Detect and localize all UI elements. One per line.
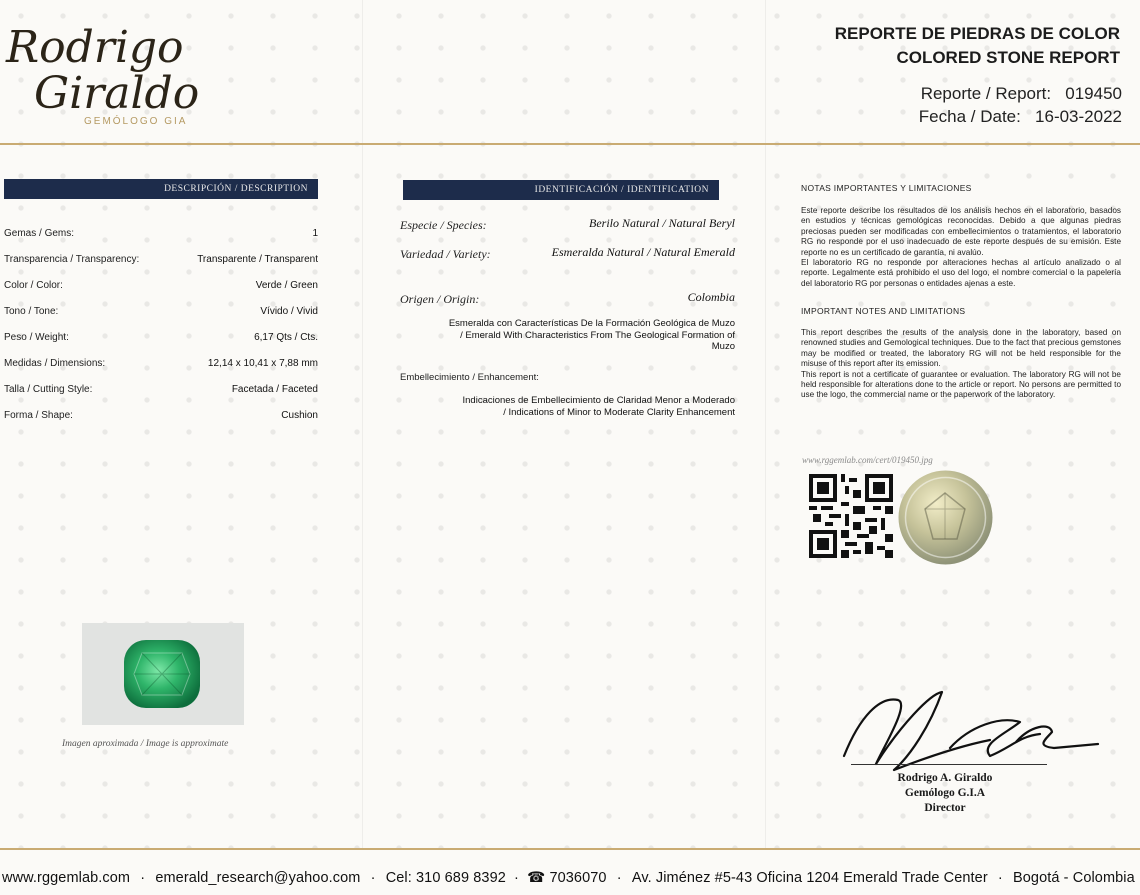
signer-role: Director — [924, 802, 966, 814]
enhancement-value: Indicaciones de Embellecimiento de Claridad Menor a Moderado / Indications of Minor to Moderate Clarity Enhancement — [462, 395, 735, 418]
signer-title: Gemólogo G.I.A — [904, 787, 986, 799]
desc-row-weight: Peso / Weight: 6,17 Qts / Cts. — [4, 332, 318, 343]
qr-code-icon — [809, 474, 893, 558]
footer-address: Av. Jiménez #5-43 Oficina 1204 Emerald Trade Center — [631, 870, 988, 886]
logo-line1: Rodrigo — [6, 22, 184, 73]
fold-line-left — [362, 0, 363, 850]
desc-row-dimensions: Medidas / Dimensions: 12,14 x 10,41 x 7,88 mm — [4, 358, 318, 369]
logo-line2: Giraldo — [34, 68, 200, 119]
identification-band: IDENTIFICACIÓN / IDENTIFICATION — [403, 180, 719, 200]
report-number-row — [921, 84, 1122, 104]
origin-label: Origen / Origin: — [400, 292, 480, 306]
gemstone-photo — [82, 623, 244, 725]
signature-mark — [840, 686, 1100, 776]
report-title-en: COLORED STONE REPORT — [896, 48, 1120, 67]
logo-subtitle: GEMÓLOGO GIA — [84, 116, 188, 127]
report-number-label: Reporte / Report: — [920, 84, 1052, 103]
footer-gold-rule — [0, 848, 1140, 850]
footer-city: Bogotá - Colombia — [1013, 870, 1135, 886]
species-value: Berilo Natural / Natural Beryl — [589, 216, 735, 230]
origin-value: Colombia — [687, 290, 735, 304]
footer-website[interactable]: www.rggemlab.com — [2, 870, 131, 886]
footer-cel: Cel: 310 689 8392 — [385, 870, 506, 886]
image-caption: Imagen aproximada / Image is approximate — [62, 739, 229, 749]
species-label: Especie / Species: — [400, 218, 487, 232]
desc-row-transparency: Transparencia / Transparency: Transparente / Transparent — [4, 254, 318, 265]
origin-note: Esmeralda con Características De la Formación Geológica de Muzo / Emerald With Characteristics From The Geological Formation of Muzo — [448, 318, 735, 352]
report-title-es: REPORTE DE PIEDRAS DE COLOR — [834, 24, 1120, 43]
hologram-seal-icon — [897, 469, 994, 566]
emerald-image — [82, 623, 244, 725]
fold-line-right — [765, 0, 766, 850]
footer-contact-row: www.rggemlab.com · emerald_research@yahoo.com · Cel: 310 689 8392 · ☎ 7036070 · Av. Jiménez #5-43 Oficina 1204 Emerald Trade Center · Bogotá - Colombia — [2, 870, 1135, 886]
report-number: 019450 — [1065, 84, 1122, 103]
signer-name: Rodrigo A. Giraldo — [897, 772, 993, 784]
desc-row-shape: Forma / Shape: Cushion — [4, 410, 318, 421]
notes-heading-en: IMPORTANT NOTES AND LIMITATIONS — [801, 306, 966, 316]
footer-phone: 7036070 — [549, 870, 607, 886]
desc-row-cutting: Talla / Cutting Style: Facetada / Faceted — [4, 384, 318, 395]
report-date: 16-03-2022 — [1035, 107, 1122, 126]
report-date-label: Fecha / Date: — [918, 107, 1021, 126]
phone-icon: ☎ — [527, 870, 546, 886]
notes-heading-es: NOTAS IMPORTANTES Y LIMITACIONES — [801, 183, 972, 193]
variety-value: Esmeralda Natural / Natural Emerald — [551, 245, 735, 259]
notes-text-es: Este reporte describe los resultados de los análisis hechos en el laboratorio, basados en estudios y técnicas gemológicas reconocidas. Debido a que algunas piedras preciosas pueden ser modificadas con embellecimientos o tratamientos, el laboratorio RG no responde por el uso inadecuado de este reporte después de su emisión. Este reporte no es un certificado de garantía, ni avalúo. El laboratorio RG no responde por alteraciones hechas al artículo analizado o al reporte. Legalmente está prohibido el uso del logo, el nombre comercial o la papelería del laboratorio RG por personas o entidades ajenas a este. — [801, 206, 1121, 288]
desc-row-tone: Tono / Tone: Vívido / Vivid — [4, 306, 318, 317]
certificate-url[interactable]: www.rggemlab.com/cert/019450.jpg — [802, 455, 933, 465]
variety-label: Variedad / Variety: — [400, 247, 491, 261]
header-gold-rule — [0, 143, 1140, 145]
description-band: DESCRIPCIÓN / DESCRIPTION — [4, 179, 318, 199]
signature-line — [851, 764, 1047, 765]
desc-row-color: Color / Color: Verde / Green — [4, 280, 318, 291]
notes-text-en: This report describes the results of the analysis done in the laboratory, based on renowned studies and Gemological techniques. Due to the fact that precious gemstones may be modified or treated, the laboratory RG will not be held responsible for the misuse of this report after its emission. This report is not a certificate of guarantee or evaluation. The laboratory RG will not be held responsible for alterations done to the article or report. No persons are permitted to use the logo, the commercial name or the paperwork of the laboratory. — [801, 328, 1121, 400]
enhancement-label: Embellecimiento / Enhancement: — [400, 372, 539, 383]
footer-email[interactable]: emerald_research@yahoo.com — [155, 870, 361, 886]
desc-row-gems: Gemas / Gems: 1 — [4, 228, 318, 239]
report-date-row — [919, 107, 1122, 127]
